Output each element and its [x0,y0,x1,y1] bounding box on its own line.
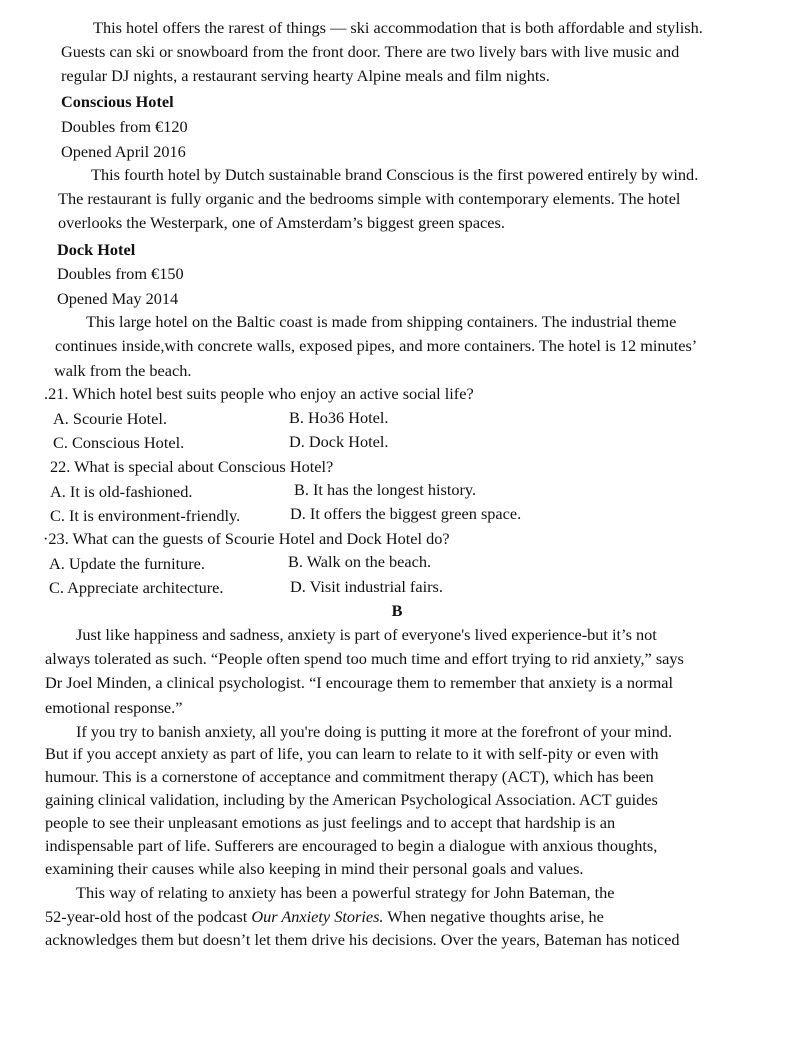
question-22-option-b: B. It has the longest history. [294,480,477,499]
conscious-desc-line-2: The restaurant is fully organic and the bedrooms simple with contemporary elements. The hotel [58,189,681,208]
question-21-option-b: B. Ho36 Hotel. [289,408,389,427]
p3-line2-after: When negative thoughts arise, he [383,907,604,926]
passage-b-p2-line-7: examining their causes while also keeping in mind their personal goals and values. [45,859,584,878]
hotel-name-conscious: Conscious Hotel [61,92,174,111]
hotel-name-dock: Dock Hotel [57,240,136,259]
passage-b-p2-line-1: If you try to banish anxiety, all you're doing is putting it more at the forefront of your mind. [76,722,673,741]
question-23-stem: ·23. What can the guests of Scourie Hotel and Dock Hotel do? [43,529,450,548]
passage-b-p1-line-1: Just like happiness and sadness, anxiety is part of everyone's lived experience-but it’s not [76,625,657,644]
conscious-desc-line-1: This fourth hotel by Dutch sustainable brand Conscious is the first powered entirely by wind. [91,165,699,184]
passage-b-p3-line-3: acknowledges them but doesn’t let them drive his decisions. Over the years, Bateman has noticed [45,930,680,949]
question-23-option-a: A. Update the furniture. [49,554,205,573]
hotel-1-desc-line-2: Guests can ski or snowboard from the front door. There are two lively bars with live music and [61,42,680,61]
conscious-desc-line-3: overlooks the Westerpark, one of Amsterdam’s biggest green spaces. [58,213,505,232]
passage-b-p1-line-2: always tolerated as such. “People often spend too much time and effort trying to rid anxiety,” says [45,649,684,668]
question-22-option-d: D. It offers the biggest green space. [290,504,522,523]
question-22-option-c: C. It is environment-friendly. [50,506,241,525]
question-21-option-d: D. Dock Hotel. [289,432,389,451]
passage-b-p2-line-2: But if you accept anxiety as part of life, you can learn to relate to it with self-pity or even with [45,744,659,763]
dock-desc-line-2: continues inside,with concrete walls, exposed pipes, and more containers. The hotel is 12 minutes’ [55,336,698,355]
question-23-option-b: B. Walk on the beach. [288,552,432,571]
question-21-option-c: C. Conscious Hotel. [53,433,185,452]
hotel-1-desc-line-3: regular DJ nights, a restaurant serving hearty Alpine meals and film nights. [61,66,550,85]
passage-b-p3-line-1: This way of relating to anxiety has been a powerful strategy for John Bateman, the [76,883,615,902]
hotel-price-conscious: Doubles from €120 [61,117,188,136]
passage-b-p1-line-4: emotional response.” [45,698,183,717]
hotel-opened-conscious: Opened April 2016 [61,142,186,161]
passage-b-p2-line-3: humour. This is a cornerstone of acceptance and commitment therapy (ACT), which has been [45,767,654,786]
question-21-stem: .21. Which hotel best suits people who enjoy an active social life? [44,384,474,403]
question-23-option-c: C. Appreciate architecture. [49,578,224,597]
hotel-1-desc-line-1: This hotel offers the rarest of things — ski accommodation that is both affordable and stylish. [93,18,703,37]
p3-line2-before: 52-year-old host of the podcast [45,907,252,926]
hotel-price-dock: Doubles from €150 [57,264,184,283]
passage-b-p2-line-5: people to see their unpleasant emotions as just feelings and to accept that hardship is an [45,813,616,832]
dock-desc-line-3: walk from the beach. [54,361,192,380]
passage-b-p2-line-6: indispensable part of life. Sufferers are encouraged to begin a dialogue with anxious thoughts, [45,836,658,855]
passage-b-p1-line-3: Dr Joel Minden, a clinical psychologist. “I encourage them to remember that anxiety is a normal [45,673,673,692]
question-21-option-a: A. Scourie Hotel. [53,409,167,428]
section-b-heading: B [391,601,403,620]
question-23-option-d: D. Visit industrial fairs. [290,577,443,596]
dock-desc-line-1: This large hotel on the Baltic coast is made from shipping containers. The industrial theme [86,312,677,331]
passage-b-p2-line-4: gaining clinical validation, including by the American Psychological Association. ACT guides [45,790,658,809]
podcast-title: Our Anxiety Stories. [251,907,384,926]
hotel-opened-dock: Opened May 2014 [57,289,179,308]
question-22-stem: 22. What is special about Conscious Hotel? [50,457,334,476]
passage-b-p3-line-2 [45,907,604,927]
question-22-option-a: A. It is old-fashioned. [50,482,193,501]
